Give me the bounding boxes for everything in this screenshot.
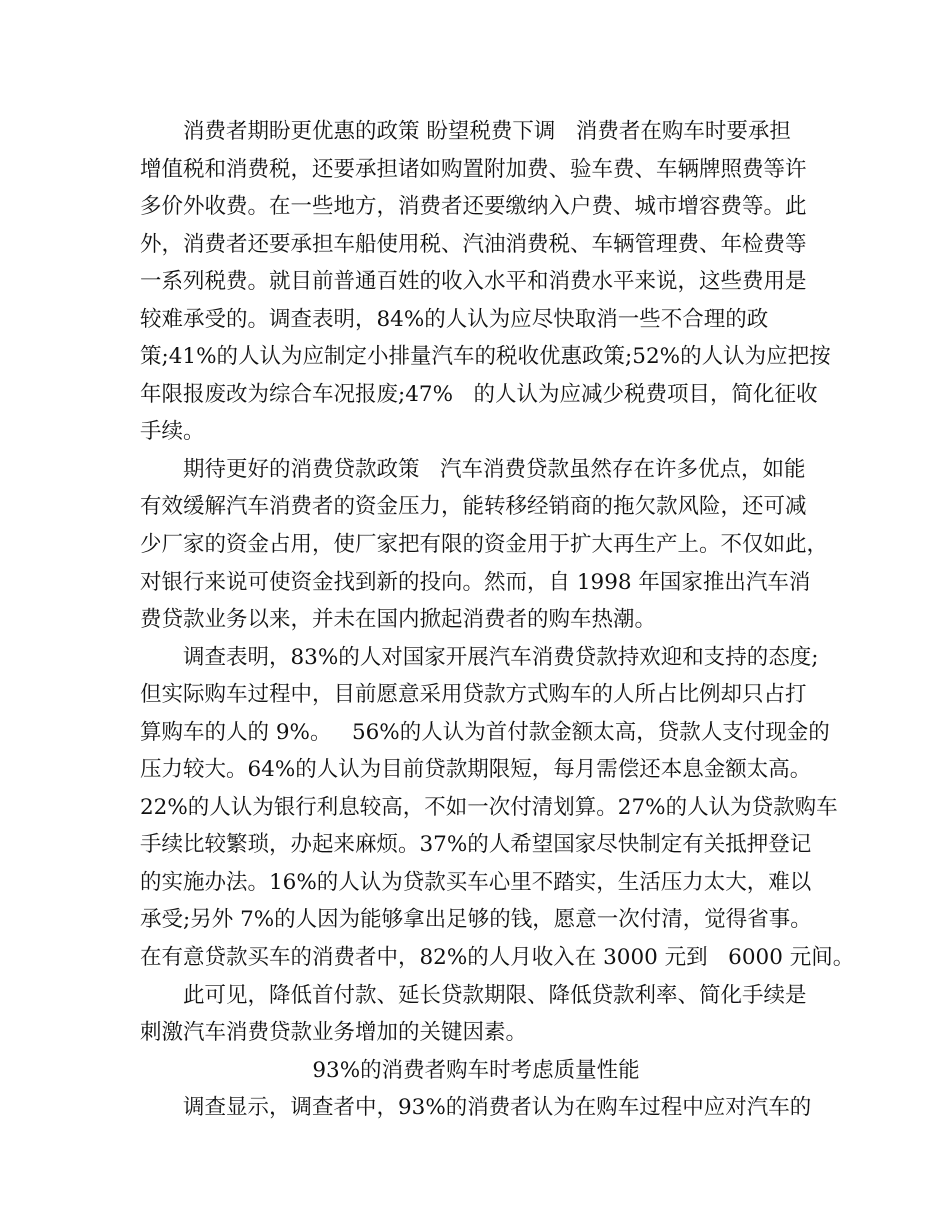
text-line: 消费者期盼更优惠的政策 盼望税费下调 消费者在购车时要承担 — [183, 119, 791, 144]
text-line: 算购车的人的 9%。 56%的人认为首付款金额太高，贷款人支付现金的 — [140, 719, 830, 745]
text-line: 压力较大。64%的人认为目前贷款期限短，每月需偿还本息金额太高。 — [140, 757, 812, 783]
text-line: 有效缓解汽车消费者的资金压力，能转移经销商的拖欠款风险，还可减 — [140, 494, 807, 520]
text-line: 期待更好的消费贷款政策 汽车消费贷款虽然存在许多优点，如能 — [183, 456, 806, 482]
text-line: 承受;另外 7%的人因为能够拿出足够的钱，愿意一次付清，觉得省事。 — [140, 907, 812, 933]
article-body — [140, 113, 855, 1127]
text-line: 调查显示，调查者中，93%的消费者认为在购车过程中应对汽车的 — [183, 1095, 812, 1121]
text-line: 手续比较繁琐，办起来麻烦。37%的人希望国家尽快制定有关抵押登记 — [140, 832, 812, 858]
text-line: 较难承受的。调查表明，84%的人认为应尽快取消一些不合理的政 — [140, 306, 769, 332]
section-heading: 93%的消费者购车时考虑质量性能 — [312, 1057, 640, 1083]
text-line: 的实施办法。16%的人认为贷款买车心里不踏实，生活压力太大，难以 — [140, 869, 812, 895]
text-line: 年限报废改为综合车况报废;47% 的人认为应减少税费项目，简化征收 — [140, 381, 818, 407]
text-line: 一系列税费。就目前普通百姓的收入水平和消费水平来说，这些费用是 — [140, 269, 807, 295]
text-line: 调查表明，83%的人对国家开展汽车消费贷款持欢迎和支持的态度; — [183, 644, 819, 670]
text-line: 此可见，降低首付款、延长贷款期限、降低贷款利率、简化手续是 — [183, 982, 807, 1008]
text-line: 在有意贷款买车的消费者中，82%的人月收入在 3000 元到 6000 元间。 — [140, 945, 855, 971]
text-line: 策;41%的人认为应制定小排量汽车的税收优惠政策;52%的人认为应把按 — [140, 344, 831, 370]
text-line: 刺激汽车消费贷款业务增加的关键因素。 — [140, 1020, 528, 1046]
text-line: 但实际购车过程中，目前愿意采用贷款方式购车的人所占比例却只占打 — [140, 682, 807, 708]
text-line: 少厂家的资金占用，使厂家把有限的资金用于扩大再生产上。不仅如此， — [140, 532, 829, 558]
text-line: 对银行来说可使资金找到新的投向。然而，自 1998 年国家推出汽车消 — [140, 569, 811, 595]
text-line: 手续。 — [140, 419, 205, 445]
text-line: 外，消费者还要承担车船使用税、汽油消费税、车辆管理费、年检费等 — [140, 231, 807, 257]
text-line: 增值税和消费税，还要承担诸如购置附加费、验车费、车辆牌照费等许 — [140, 156, 807, 182]
text-line: 多价外收费。在一些地方，消费者还要缴纳入户费、城市增容费等。此 — [140, 194, 807, 220]
text-line: 22%的人认为银行利息较高，不如一次付清划算。27%的人认为贷款购车 — [140, 794, 838, 820]
text-line: 费贷款业务以来，并未在国内掀起消费者的购车热潮。 — [140, 607, 657, 633]
